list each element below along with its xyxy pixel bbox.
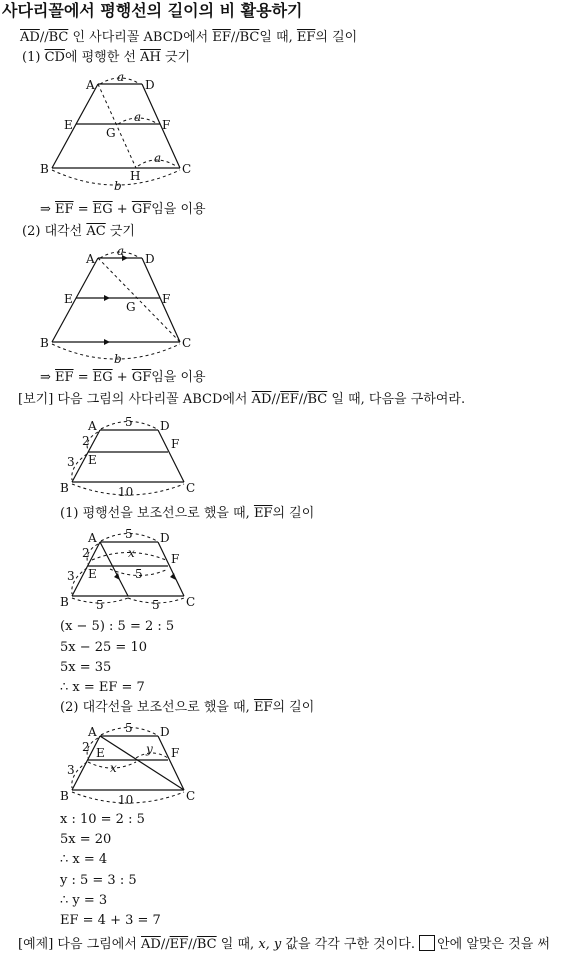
label-A: A bbox=[86, 78, 95, 92]
label-x2: x bbox=[110, 761, 117, 775]
label-H: H bbox=[130, 169, 141, 183]
label-E2: E bbox=[64, 292, 73, 306]
label-F: F bbox=[162, 118, 171, 132]
label-C3: C bbox=[186, 481, 196, 495]
label-5d: 5 bbox=[96, 598, 104, 612]
label-5f: 5 bbox=[125, 721, 133, 735]
label-G: G bbox=[106, 126, 116, 140]
label-5e: 5 bbox=[152, 598, 160, 612]
intro-line: $\overline{AD}//\overline{BC}$ 인 사다리꼴 ABCD에서 $\overline{EF}//\overline{BC}$일 때, $\overline{EF}$의 길이 bbox=[20, 30, 358, 45]
label-5b: 5 bbox=[125, 527, 133, 541]
sub2-step-1: x : 10 = 2 : 5 bbox=[60, 812, 145, 827]
label-D3: D bbox=[160, 419, 170, 433]
label-F5: F bbox=[171, 746, 180, 760]
sub2-step-5: ∴ y = 3 bbox=[60, 893, 108, 908]
example-heading: [보기] 다음 그림의 사다리꼴 ABCD에서 $\overline{AD}//\overline{EF}//\overline{BC}$ 일 때, 다음을 구하여라. bbox=[18, 392, 466, 407]
label-E3: E bbox=[88, 453, 97, 467]
label-5a: 5 bbox=[125, 415, 133, 429]
sub2-step-2: 5x = 20 bbox=[60, 832, 112, 847]
sub2-heading: (2) 대각선을 보조선으로 했을 때, $\overline{EF}$의 길이 bbox=[60, 700, 315, 715]
label-E4: E bbox=[88, 567, 97, 581]
method2-heading: (2) 대각선 $\overline{AC}$ 긋기 bbox=[22, 224, 135, 239]
page-title: 사다리꼴에서 평행선의 길이의 비 활용하기 bbox=[2, 1, 303, 20]
label-C: C bbox=[182, 162, 192, 176]
label-2b: 2 bbox=[82, 546, 90, 560]
sub2-step-3: ∴ x = 4 bbox=[60, 852, 108, 867]
label-x1: x bbox=[128, 546, 135, 560]
bottom-example-line: [예제] 다음 그림에서 $\overline{AD}//\overline{EF}//\overline{BC}$ 일 때, x, y 값을 각각 구한 것이다. 안에 알맞은 것을 써 bbox=[18, 937, 550, 952]
label-3c: 3 bbox=[67, 763, 75, 777]
label-B2: B bbox=[40, 336, 49, 350]
label-A2: A bbox=[86, 252, 95, 266]
answer-box[interactable] bbox=[419, 935, 435, 951]
label-B4: B bbox=[60, 595, 69, 609]
label-3b: 3 bbox=[67, 569, 75, 583]
label-3a: 3 bbox=[67, 455, 75, 469]
label-B5: B bbox=[60, 789, 69, 803]
label-b: b bbox=[114, 179, 122, 193]
label-D: D bbox=[145, 78, 155, 92]
label-G2: G bbox=[126, 300, 136, 314]
label-5c: 5 bbox=[135, 567, 143, 581]
sub2-step-6: EF = 4 + 3 = 7 bbox=[60, 913, 161, 928]
sub2-step-4: y : 5 = 3 : 5 bbox=[60, 873, 137, 888]
sub1-heading: (1) 평행선을 보조선으로 했을 때, $\overline{EF}$의 길이 bbox=[60, 506, 315, 521]
label-A3: A bbox=[88, 419, 97, 433]
label-a2: a bbox=[134, 110, 142, 124]
label-a4: a bbox=[117, 244, 125, 258]
sub1-step-3: 5x = 35 bbox=[60, 660, 112, 675]
label-A5: A bbox=[88, 725, 97, 739]
label-y: y bbox=[146, 742, 153, 756]
method1-result: ⇒ $\overline{EF} = \overline{EG} + \overline{GF}$임을 이용 bbox=[40, 202, 206, 217]
method1-heading: (1) $\overline{CD}$에 평행한 선 $\overline{AH}$ 긋기 bbox=[22, 50, 191, 65]
label-D5: D bbox=[160, 725, 170, 739]
label-C5: C bbox=[186, 789, 196, 803]
label-E: E bbox=[64, 118, 73, 132]
label-2a: 2 bbox=[82, 434, 90, 448]
label-10b: 10 bbox=[118, 793, 134, 807]
label-C2: C bbox=[182, 336, 192, 350]
label-b2: b bbox=[114, 352, 122, 366]
method2-result: ⇒ $\overline{EF} = \overline{EG} + \overline{GF}$임을 이용 bbox=[40, 370, 206, 385]
label-10a: 10 bbox=[118, 485, 134, 499]
label-D2: D bbox=[145, 252, 155, 266]
sub1-step-1: (x − 5) : 5 = 2 : 5 bbox=[60, 619, 175, 634]
sub1-step-2: 5x − 25 = 10 bbox=[60, 640, 148, 655]
sub1-step-4: ∴ x = EF = 7 bbox=[60, 680, 145, 695]
label-F4: F bbox=[171, 552, 180, 566]
label-2c: 2 bbox=[82, 740, 90, 754]
label-D4: D bbox=[160, 531, 170, 545]
label-a1: a bbox=[117, 70, 125, 84]
label-C4: C bbox=[186, 595, 196, 609]
label-B3: B bbox=[60, 481, 69, 495]
label-a3: a bbox=[154, 151, 162, 165]
label-E5: E bbox=[96, 746, 105, 760]
label-F2: F bbox=[162, 292, 171, 306]
label-A4: A bbox=[88, 531, 97, 545]
label-F3: F bbox=[171, 437, 180, 451]
label-B: B bbox=[40, 162, 49, 176]
